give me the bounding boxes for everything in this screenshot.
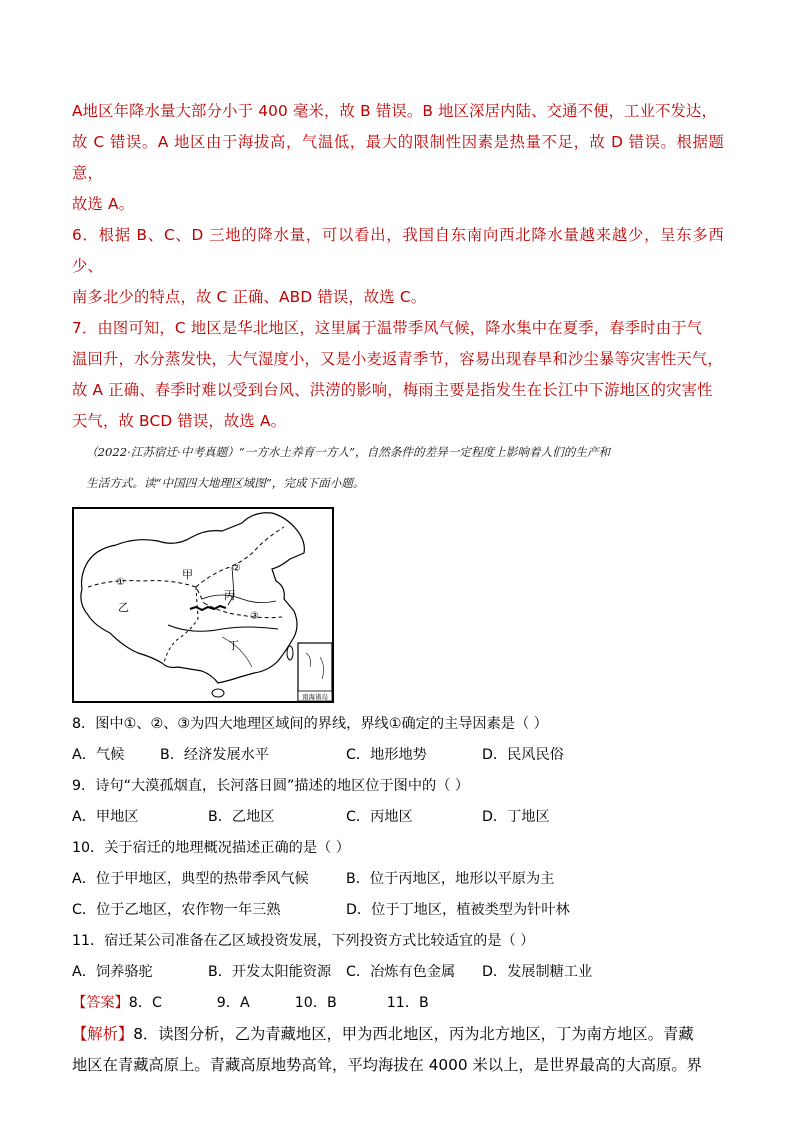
explanation-line: 南多北少的特点，故 C 正确、ABD 错误，故选 C。 xyxy=(72,288,427,306)
option-b: B．经济发展水平 xyxy=(160,747,270,763)
option-d: D．位于丁地区，植被类型为针叶林 xyxy=(346,902,570,918)
explanation-line: 7．由图可知，C 地区是华北地区，这里属于温带季风气候，降水集中在夏季，春季时由于气 xyxy=(72,319,703,337)
option-b: B．开发太阳能资源 xyxy=(208,964,332,980)
taiwan-island xyxy=(287,646,293,660)
option-a: A．气候 xyxy=(72,747,125,763)
document-page xyxy=(72,96,724,1081)
explanation-line: 故 A 正确、春季时难以受到台风、洪涝的影响，梅雨主要是指发生在长江中下游地区的灾害性 xyxy=(72,381,713,399)
question-8-options xyxy=(72,740,724,771)
question-11-stem: 11．宿迁某公司准备在乙区域投资发展，下列投资方式比较适宜的是（ ） xyxy=(72,933,535,949)
answer-label: 【答案】 xyxy=(72,995,129,1011)
answer-line xyxy=(72,988,724,1019)
question-11-options xyxy=(72,957,724,988)
region-label-yi: 乙 xyxy=(118,601,129,614)
option-a: A．甲地区 xyxy=(72,809,139,825)
option-c: C．冶炼有色金属 xyxy=(346,964,456,980)
explanation-top xyxy=(72,96,724,437)
question-8-stem: 8．图中①、②、③为四大地理区域间的界线，界线①确定的主导因素是（ ） xyxy=(72,716,548,732)
question-9-options xyxy=(72,802,724,833)
option-a: A．位于甲地区，典型的热带季风气候 xyxy=(72,871,309,887)
analysis-line: 地区在青藏高原上。青藏高原地势高耸，平均海拔在 4000 米以上，是世界最高的大高原。界 xyxy=(72,1056,702,1074)
question-10-stem: 10．关于宿迁的地理概况描述正确的是（ ） xyxy=(72,840,350,856)
option-d: D．民风民俗 xyxy=(482,747,564,763)
explanation-line: 故选 A。 xyxy=(72,195,135,213)
china-regions-map xyxy=(72,507,334,703)
map-figure xyxy=(72,507,334,703)
question-intro: （2022·江苏宿迁·中考真题）“一方水土养育一方人”，自然条件的差异一定程度上影响着人们的生产和 xyxy=(86,445,611,459)
answer-item: 8．C xyxy=(128,995,162,1011)
option-d: D．丁地区 xyxy=(482,809,550,825)
option-c: C．丙地区 xyxy=(346,809,413,825)
option-b: B．位于丙地区，地形以平原为主 xyxy=(346,871,555,887)
analysis-text: 8．读图分析，乙为青藏地区，甲为西北地区，丙为北方地区，丁为南方地区。青藏 xyxy=(133,1025,694,1043)
analysis-label: 【解析】 xyxy=(72,1025,134,1043)
question-10-options-row1 xyxy=(72,864,724,895)
explanation-line: 6．根据 B、C、D 三地的降水量，可以看出，我国自东南向西北降水量越来越少，呈东多西少、 xyxy=(72,226,724,275)
option-b: B．乙地区 xyxy=(208,809,275,825)
inset-label: 南海诸岛 xyxy=(302,693,328,701)
explanation-line: A地区年降水量大部分小于 400 毫米，故 B 错误。B 地区深居内陆、交通不便，工业不发达， xyxy=(72,102,718,120)
answer-item: 11．B xyxy=(386,995,429,1011)
option-c: C．地形地势 xyxy=(346,747,427,763)
option-a: A．饲养骆驼 xyxy=(72,964,153,980)
option-c: C．位于乙地区，农作物一年三熟 xyxy=(72,902,281,918)
region-label-ding: 丁 xyxy=(228,639,239,652)
question-10-options-row2 xyxy=(72,895,724,926)
answer-item: 10．B xyxy=(294,995,337,1011)
explanation-line: 故 C 错误。A 地区由于海拔高，气温低，最大的限制性因素是热量不足，故 D 错误。根据题意， xyxy=(72,133,724,182)
boundary-marker-1: ① xyxy=(116,577,125,588)
explanation-line: 温回升，水分蒸发快，大气湿度小，又是小麦返青季节，容易出现春旱和沙尘暴等灾害性天气， xyxy=(72,350,723,368)
boundary-marker-3: ③ xyxy=(250,611,259,622)
analysis-line xyxy=(72,1019,724,1050)
region-label-bing: 丙 xyxy=(224,589,235,602)
hainan-island xyxy=(212,689,224,697)
region-label-jia: 甲 xyxy=(182,568,193,581)
question-9-stem: 9．诗句“大漠孤烟直，长河落日圆”描述的地区位于图中的（ ） xyxy=(72,778,470,794)
explanation-line: 天气，故 BCD 错误，故选 A。 xyxy=(72,412,287,430)
question-intro: 生活方式。读“中国四大地理区域图”，完成下面小题。 xyxy=(86,476,365,490)
answer-item: 9．A xyxy=(216,995,250,1011)
option-d: D．发展制糖工业 xyxy=(482,964,593,980)
boundary-marker-2: ② xyxy=(232,563,241,574)
